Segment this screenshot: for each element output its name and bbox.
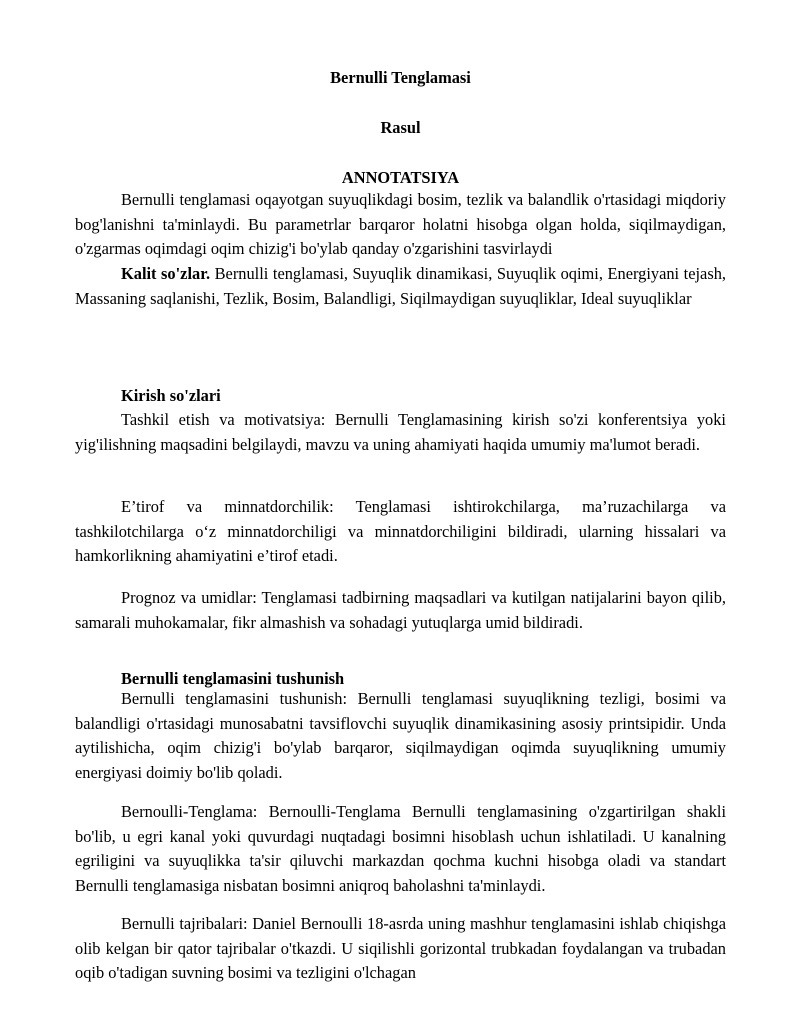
- section-heading-understanding: Bernulli tenglamasini tushunish: [121, 669, 345, 688]
- understanding-paragraph-experiments: Bernulli tajribalari: Daniel Bernoulli 18-asrda uning mashhur tenglamasini ishlab chiqishga olib kelgan bir qator tajribalar o'tkazdi. U siqilishli gorizontal trubkadan foydalangan va trubadan oqib o'tadigan suvning bosimi va tezligini o'lchagan: [75, 914, 726, 982]
- understanding-paragraph-principle: Bernulli tenglamasini tushunish: Bernulli tenglamasi suyuqlikning tezligi, bosimi va balandligi o'rtasidagi munosabatni tavsiflovchi suyuqlik dinamikasining asosiy printsipidir. Unda aytilishicha, oqim chizig'i bo'ylab barqaror, siqilmaydigan oqimda suyuqlikning umumiy energiyasi doimiy bo'lib qoladi.: [75, 689, 726, 782]
- abstract-heading: ANNOTATSIYA: [341, 168, 460, 187]
- intro-paragraph-motivation: Tashkil etish va motivatsiya: Bernulli Tenglamasining kirish so'zi konferentsiya yoki yig'ilishning maqsadini belgilaydi, mavzu va uning ahamiyati haqida umumiy ma'lumot beradi.: [75, 410, 726, 454]
- keywords-text: Bernulli tenglamasi, Suyuqlik dinamikasi, Suyuqlik oqimi, Energiyani tejash, Massaning saqlanishi, Tezlik, Bosim, Balandligi, Siqilmaydigan suyuqliklar, Ideal suyuqliklar: [75, 264, 726, 308]
- keywords-paragraph: [75, 262, 726, 311]
- intro-paragraph-acknowledgement: E’tirof va minnatdorchilik: Tenglamasi ishtirokchilarga, ma’ruzachilarga va tashkilotchilarga o‘z minnatdorchiligi va minnatdorchiligini bildiradi, ularning hissalari va hamkorlikning ahamiyatini e’tirof etadi.: [75, 497, 726, 565]
- document-title: Bernulli Tenglamasi: [330, 68, 471, 87]
- intro-paragraph-prognosis: Prognoz va umidlar: Tenglamasi tadbirning maqsadlari va kutilgan natijalarini bayon qilib, samarali muhokamalar, fikr almashish va sohadagi yutuqlarga umid bildiradi.: [75, 588, 726, 632]
- keywords-label: Kalit so'zlar.: [121, 264, 211, 283]
- document-author: Rasul: [380, 118, 421, 137]
- section-heading-introduction: Kirish so'zlari: [121, 386, 221, 405]
- abstract-paragraph: Bernulli tenglamasi oqayotgan suyuqlikdagi bosim, tezlik va balandlik o'rtasidagi miqdoriy bog'lanishni ta'minlaydi. Bu parametrlar barqaror holatni hisobga olgan holda, siqilmaydigan, o'zgarmas oqimdagi oqim chizig'i bo'ylab qanday o'zgarishini tasvirlaydi: [75, 190, 726, 258]
- understanding-paragraph-modified-equation: Bernoulli-Tenglama: Bernoulli-Tenglama Bernulli tenglamasining o'zgartirilgan shakli bo'lib, u egri kanal yoki quvurdagi nuqtadagi bosimni hisoblash uchun ishlatiladi. U kanalning egriligini va suyuqlikka ta'sir qiluvchi markazdan qochma kuchni hisobga oladi va standart Bernulli tenglamasiga nisbatan bosimni aniqroq baholashni ta'minlaydi.: [75, 802, 726, 895]
